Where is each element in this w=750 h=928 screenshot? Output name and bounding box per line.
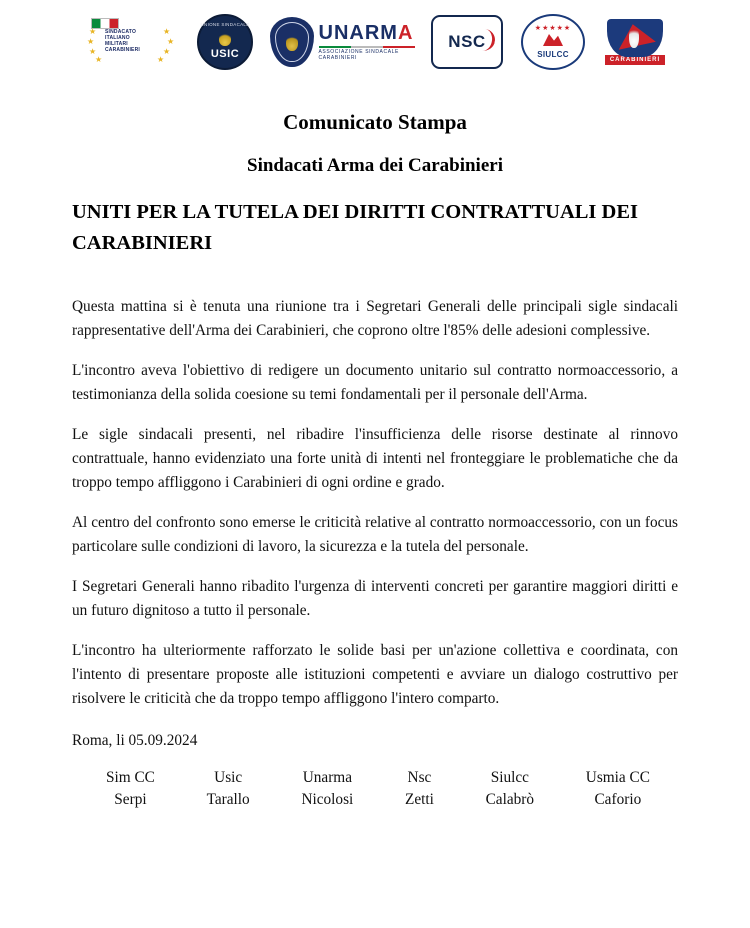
tricolor-rule — [319, 46, 415, 48]
logo-strip — [0, 0, 750, 72]
usic-logo — [197, 14, 253, 70]
paragraph: L'incontro ha ulteriormente rafforzato le solide basi per un'azione collettiva e coordinata, con l'intento di presentare proposte alle istituzioni competenti e avviare un dialogo costruttivo per risolvere le criticità che da troppo tempo affliggono l'intero comparto. — [72, 642, 678, 707]
signature-org: Usic — [214, 769, 243, 786]
usic-logo-top-text: UNIONE SINDACALE — [200, 22, 250, 27]
stars-icon: ★★★★★ — [534, 24, 572, 32]
paragraph: Questa mattina si è tenuta una riunione tra i Segretari Generali delle principali sigle sindacali rappresentative dell'Arma dei Carabinieri, che coprono oltre l'85% delle adesioni complessive. — [72, 298, 678, 339]
signature-person: Serpi — [114, 791, 147, 808]
signature-row — [106, 767, 650, 811]
unarma-logo — [271, 16, 413, 68]
paragraph: I Segretari Generali hanno ribadito l'urgenza di interventi concreti per garantire maggiori diritti e un futuro dignitoso a tutto il personale. — [72, 578, 678, 619]
paragraph: Le sigle sindacali presenti, nel ribadire l'insufficienza delle risorse destinate al rinnovo contrattuale, hanno evidenziato una forte unità di intenti nel fronteggiare le problematiche che da troppo tempo affliggono i Carabinieri di ogni ordine e grado. — [72, 426, 678, 491]
unarma-badge-icon — [270, 17, 314, 67]
signature-org: Usmia CC — [585, 769, 650, 786]
signature-person: Calabrò — [485, 791, 535, 808]
flame-icon — [219, 32, 231, 46]
signature-person: Caforio — [594, 791, 642, 808]
usmia-logo — [603, 15, 667, 69]
signature-block — [586, 767, 650, 811]
laurel-stars-icon: ★ ★ ★ ★ ★ ★ ★ ★ — [87, 27, 175, 64]
document-content — [0, 72, 750, 811]
sim-logo-text: SINDACATO ITALIANO MILITARI CARABINIERI — [105, 29, 140, 53]
usmia-shield-icon — [607, 19, 663, 57]
page-heading: UNITI PER LA TUTELA DEI DIRITTI CONTRATTUALI DEI CARABINIERI — [72, 201, 638, 254]
usic-logo-word: USIC — [210, 48, 240, 60]
siulcc-logo — [521, 14, 585, 70]
signature-person: Tarallo — [206, 791, 250, 808]
unarma-logo-word: UNARMA — [318, 22, 414, 44]
signature-org: Nsc — [407, 769, 432, 786]
signature-person: Zetti — [405, 791, 434, 808]
signature-org: Sim CC — [106, 769, 155, 786]
signature-block — [207, 767, 250, 811]
signature-block — [106, 767, 155, 811]
unarma-logo-subtitle: ASSOCIAZIONE SINDACALE CARABINIERI — [318, 49, 399, 61]
nsc-logo-word: NSC — [448, 32, 486, 51]
nsc-logo — [431, 15, 503, 69]
signature-org: Unarma — [302, 769, 352, 786]
sim-carabinieri-logo — [83, 16, 179, 68]
page-subtitle: Sindacati Arma dei Carabinieri — [247, 155, 503, 176]
signature-block — [486, 767, 534, 811]
paragraph: Al centro del confronto sono emerse le criticità relative al contratto normoaccessorio, con un focus particolare sulle condizioni di lavoro, la sicurezza e la tutela del personale. — [72, 514, 678, 555]
swoosh-icon — [475, 28, 497, 52]
usmia-logo-bar: CARABINIERI — [605, 55, 665, 65]
mountain-icon — [543, 34, 563, 46]
signature-person: Nicolosi — [301, 791, 354, 808]
signature-block — [405, 767, 434, 811]
paragraph: L'incontro aveva l'obiettivo di redigere un documento unitario sul contratto normoaccessorio, a testimonianza della solida coesione su temi fondamentali per il personale dell'Arma. — [72, 362, 678, 403]
siulcc-logo-word: SIULCC — [537, 50, 569, 59]
signature-org: Siulcc — [490, 769, 529, 786]
date-line: Roma, li 05.09.2024 — [72, 732, 198, 749]
page-title: Comunicato Stampa — [283, 110, 467, 134]
signature-block — [301, 767, 353, 811]
body-text — [72, 295, 678, 711]
